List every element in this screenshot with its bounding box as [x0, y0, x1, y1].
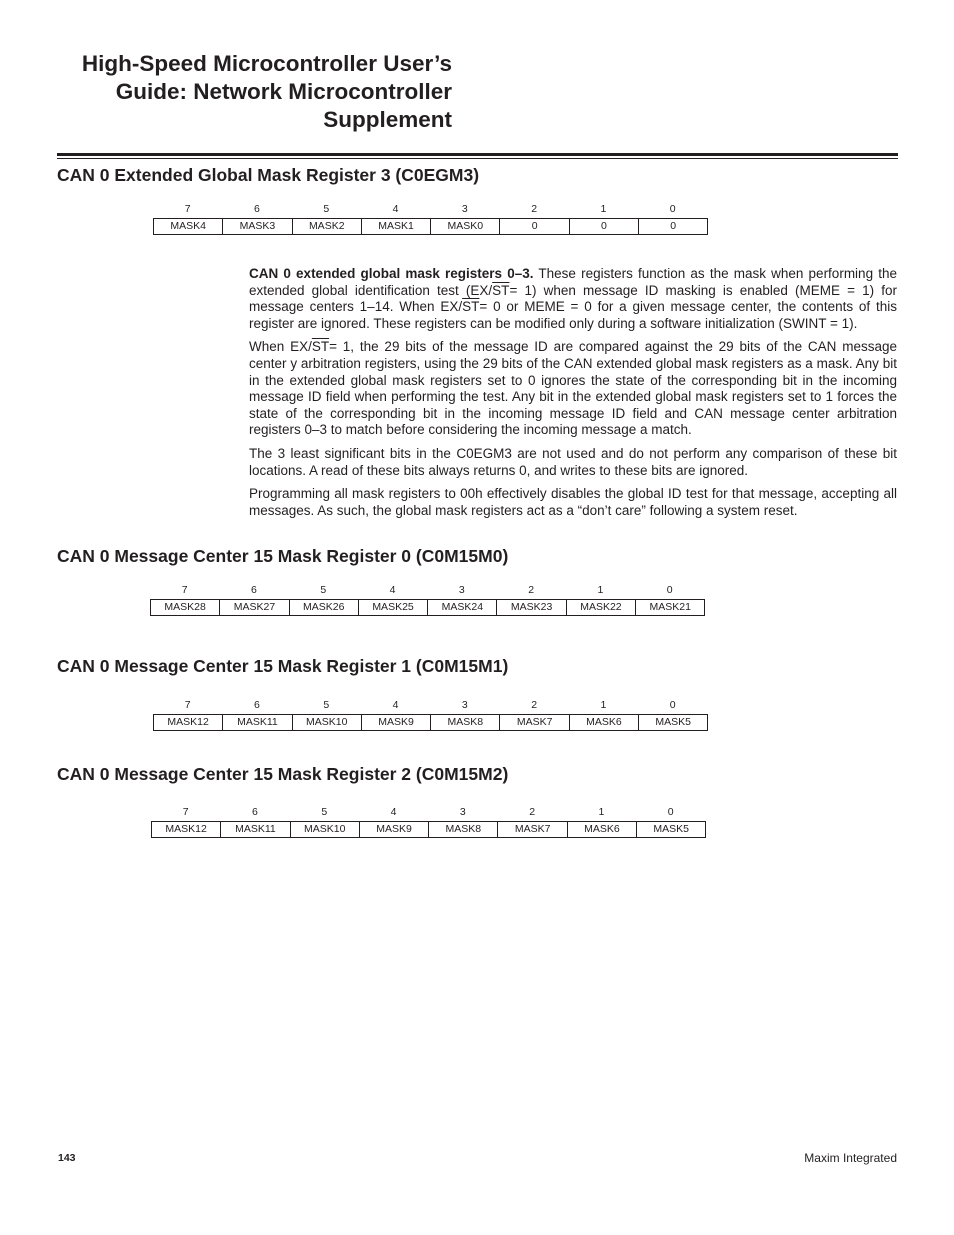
bit-number: 5	[323, 699, 330, 711]
paragraph-2: When $EX/\overline{ST}= 1$, the 29 bits of the message ID are compared against the 29 bits of the CAN message center y arbitration registers, using the 29 bits of the CAN extended global mask registers as a mask. Any bit in the extended global mask registers set to 0 ignores the state of the corresponding bit in the incoming message ID field when performing the test. Any bit in the extended global mask registers set to 1 forces the state of the corresponding bit in the incoming message ID field and CAN message center arbitration registers 0–3 to match before considering the incoming message a match.	[249, 339, 897, 438]
bit-number-row	[153, 201, 707, 218]
bit-number: 6	[254, 699, 260, 711]
bit-number: 1	[600, 699, 607, 711]
header-rule-thin	[57, 158, 898, 159]
bit-number: 1	[598, 806, 605, 818]
bit-number: 2	[531, 699, 538, 711]
bit-number: 3	[461, 203, 468, 215]
bit-number: 7	[184, 699, 191, 711]
bit-cell: 0	[638, 219, 707, 234]
bit-cell: MASK7	[497, 822, 566, 837]
bit-cell: MASK0	[430, 219, 499, 234]
section-heading-c0m15m0: CAN 0 Message Center 15 Mask Register 0 (C0M15M0)	[57, 546, 509, 566]
section-heading-c0m15m2: CAN 0 Message Center 15 Mask Register 2 (C0M15M2)	[57, 764, 509, 784]
bit-number-row	[151, 804, 705, 821]
section-heading-c0m15m1: CAN 0 Message Center 15 Mask Register 1 (C0M15M1)	[57, 656, 509, 676]
bit-cell: MASK23	[496, 600, 565, 615]
document-title-line-3: Supplement	[323, 107, 452, 132]
bit-cell: MASK7	[499, 715, 568, 730]
bit-cell: MASK8	[430, 715, 499, 730]
bit-number: 4	[390, 806, 397, 818]
paragraph-1: CAN 0 extended global mask registers 0–3. These registers function as the mask when performing the extended global identification test $(EX/\overline{ST}= 1)$ when message ID masking is enabled (MEME = 1) for message centers 1–14. When $EX/\overline{ST}= 0$ or MEME = 0 for a given message center, the contents of this register are ignored. These registers can be modified only during a software initialization (SWINT = 1).	[249, 266, 897, 331]
bit-number: 2	[528, 584, 535, 596]
bit-number: 7	[184, 203, 191, 215]
bit-cell: MASK26	[289, 600, 358, 615]
document-title	[40, 50, 452, 134]
bit-number: 0	[667, 806, 674, 818]
bit-cell: MASK27	[219, 600, 288, 615]
paragraph-lead: CAN 0 extended global mask registers 0–3.	[249, 266, 534, 281]
bit-cell: MASK11	[222, 715, 291, 730]
bit-cell-row	[153, 218, 708, 235]
bit-cell: MASK1	[361, 219, 430, 234]
bit-cell: MASK9	[359, 822, 428, 837]
bit-cell: MASK25	[358, 600, 427, 615]
bit-cell: MASK8	[428, 822, 497, 837]
bit-cell: MASK28	[164, 601, 206, 613]
bit-cell: MASK6	[567, 822, 636, 837]
section-heading-c0egm3: CAN 0 Extended Global Mask Register 3 (C0EGM3)	[57, 165, 480, 185]
bit-cell: MASK11	[220, 822, 289, 837]
bit-number: 0	[669, 203, 676, 215]
bit-cell: 0	[499, 219, 568, 234]
bit-cell: MASK9	[361, 715, 430, 730]
bit-number: 5	[321, 806, 328, 818]
paragraph-4: Programming all mask registers to 00h effectively disables the global ID test for that message, accepting all messages. As such, the global mask registers act as a “don’t care” following a system reset.	[249, 486, 897, 518]
bit-number: 1	[600, 203, 607, 215]
bit-number: 5	[320, 584, 327, 596]
bit-cell-row	[150, 599, 705, 616]
bit-cell: MASK5	[638, 715, 707, 730]
document-title-line-1: High-Speed Microcontroller User’s	[81, 51, 452, 76]
bit-cell: MASK10	[290, 822, 359, 837]
document-title-line-2: Guide: Network Microcontroller	[115, 79, 452, 104]
bit-cell: 0	[569, 219, 638, 234]
bit-cell: MASK6	[569, 715, 638, 730]
bit-cell: MASK2	[292, 219, 361, 234]
bit-cell: MASK4	[170, 220, 206, 232]
bit-number: 1	[597, 584, 604, 596]
bit-number: 6	[252, 806, 258, 818]
bit-number: 5	[323, 203, 330, 215]
bit-number: 0	[669, 699, 676, 711]
bit-number: 7	[182, 806, 189, 818]
header-rule-thick	[57, 153, 898, 156]
company-name: Maxim Integrated	[804, 1151, 897, 1165]
bit-cell: MASK24	[427, 600, 496, 615]
bit-cell-row	[151, 821, 706, 838]
bit-cell: MASK22	[566, 600, 635, 615]
page-number: 143	[58, 1152, 76, 1164]
bit-number: 3	[459, 806, 466, 818]
bit-number: 6	[254, 203, 260, 215]
bit-number: 2	[531, 203, 538, 215]
bit-number: 4	[392, 203, 399, 215]
bit-number: 7	[181, 584, 188, 596]
bit-cell: MASK3	[222, 219, 291, 234]
paragraph-3: The 3 least significant bits in the C0EGM3 are not used and do not perform any comparison of these bit locations. A read of these bits always returns 0, and writes to these bits are ignored.	[249, 445, 897, 478]
bit-number-row	[153, 697, 707, 714]
bit-cell-row	[153, 714, 708, 731]
bit-cell: MASK10	[292, 715, 361, 730]
bit-number: 3	[458, 584, 465, 596]
bit-number: 4	[392, 699, 399, 711]
bit-cell: MASK5	[636, 822, 705, 837]
bit-cell: MASK12	[165, 823, 207, 835]
bit-number: 3	[461, 699, 468, 711]
bit-number: 2	[529, 806, 536, 818]
bit-number: 0	[666, 584, 673, 596]
bit-cell: MASK12	[167, 716, 209, 728]
bit-number: 6	[251, 584, 257, 596]
bit-cell: MASK21	[635, 600, 704, 615]
bit-number-row	[150, 582, 704, 599]
register-description	[249, 266, 897, 526]
bit-number: 4	[389, 584, 396, 596]
